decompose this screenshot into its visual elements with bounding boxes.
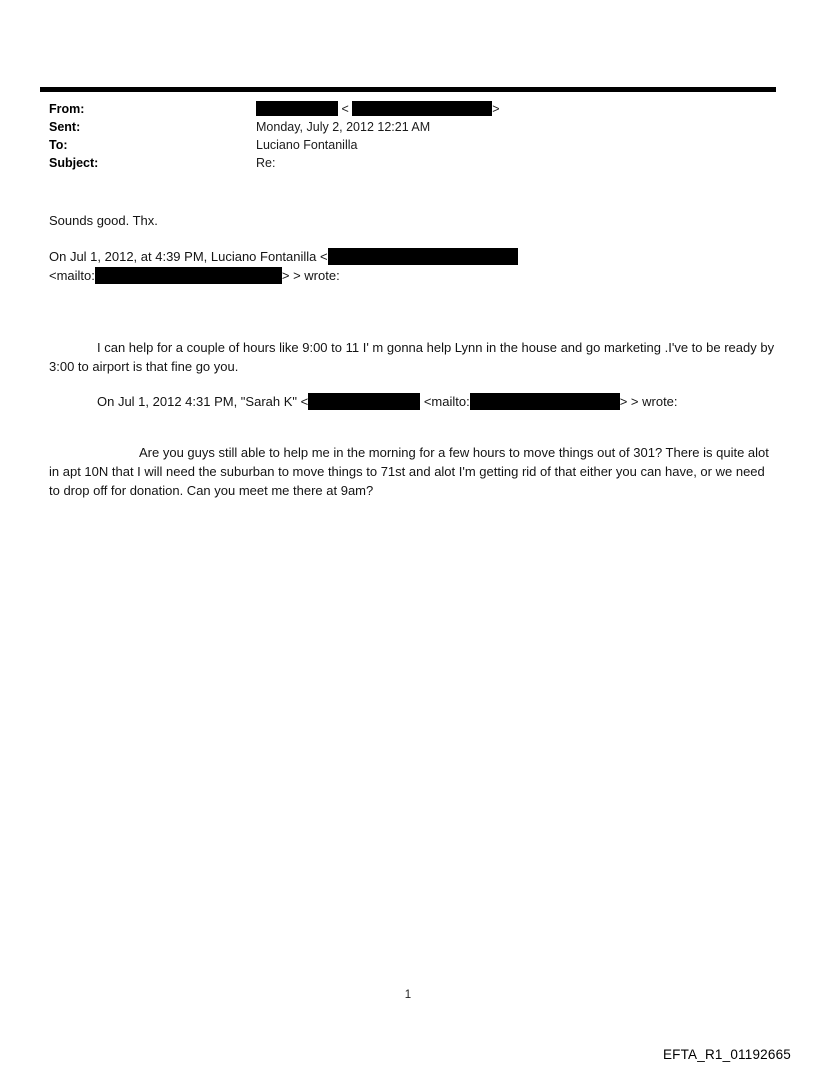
from-angle-close: > <box>492 102 500 116</box>
subject-value: Re: <box>256 156 276 170</box>
reply-text: Sounds good. Thx. <box>49 213 158 228</box>
quote1-attribution-line2 <box>49 266 777 285</box>
redaction-bar-quote2-mailto <box>470 393 620 410</box>
spacer <box>49 411 777 443</box>
from-value <box>256 100 500 118</box>
header-row-sent <box>49 118 779 136</box>
page-number: 1 <box>404 989 412 1001</box>
quote2-mailto-text: <mailto: <box>420 394 470 409</box>
header-row-subject <box>49 154 779 172</box>
redaction-bar-from-name <box>256 101 338 116</box>
spacer <box>49 285 777 338</box>
redaction-bar-from-email <box>352 101 492 116</box>
from-angle-open: < <box>341 102 349 116</box>
quote1-attribution-line1 <box>49 247 777 266</box>
redaction-bar-quote2-email <box>308 393 420 410</box>
quote1-mailto-prefix: <mailto: <box>49 268 95 283</box>
quote2-attribution-prefix: On Jul 1, 2012 4:31 PM, "Sarah K" < <box>97 394 309 409</box>
spacer <box>49 376 777 392</box>
spacer <box>49 230 777 247</box>
subject-label: Subject: <box>49 156 99 170</box>
header-divider-rule <box>40 87 776 92</box>
header-row-from <box>49 100 779 118</box>
redaction-bar-quote1-mailto <box>95 267 282 284</box>
sent-value: Monday, July 2, 2012 12:21 AM <box>256 120 431 134</box>
quote2-wrote-suffix: > > wrote: <box>619 394 678 409</box>
sent-label: Sent: <box>49 120 81 134</box>
to-label: To: <box>49 138 68 152</box>
quote1-attribution-prefix: On Jul 1, 2012, at 4:39 PM, Luciano Fontanilla < <box>49 249 328 264</box>
quote1-wrote-suffix: > > wrote: <box>281 268 340 283</box>
to-value: Luciano Fontanilla <box>256 138 358 152</box>
quote2-attribution-line <box>49 392 777 411</box>
quote1-paragraph: I can help for a couple of hours like 9:00 to 11 I' m gonna help Lynn in the house and go marketing .I've to be ready by 3:00 to airport is that fine go you. <box>49 340 775 374</box>
email-body <box>49 211 777 500</box>
quote2-paragraph: Are you guys still able to help me in the morning for a few hours to move things out of 301? There is quite alot in apt 10N that I will need the suburban to move things to 71st and alot I'm getting rid of that either you can have, or we need to drop off for donation. Can you meet me there at 9am? <box>49 445 769 498</box>
redaction-bar-quote1-email <box>328 248 518 265</box>
bates-number: EFTA_R1_01192665 <box>662 1047 791 1062</box>
from-label: From: <box>49 102 85 116</box>
header-row-to <box>49 136 779 154</box>
email-header <box>49 100 779 172</box>
